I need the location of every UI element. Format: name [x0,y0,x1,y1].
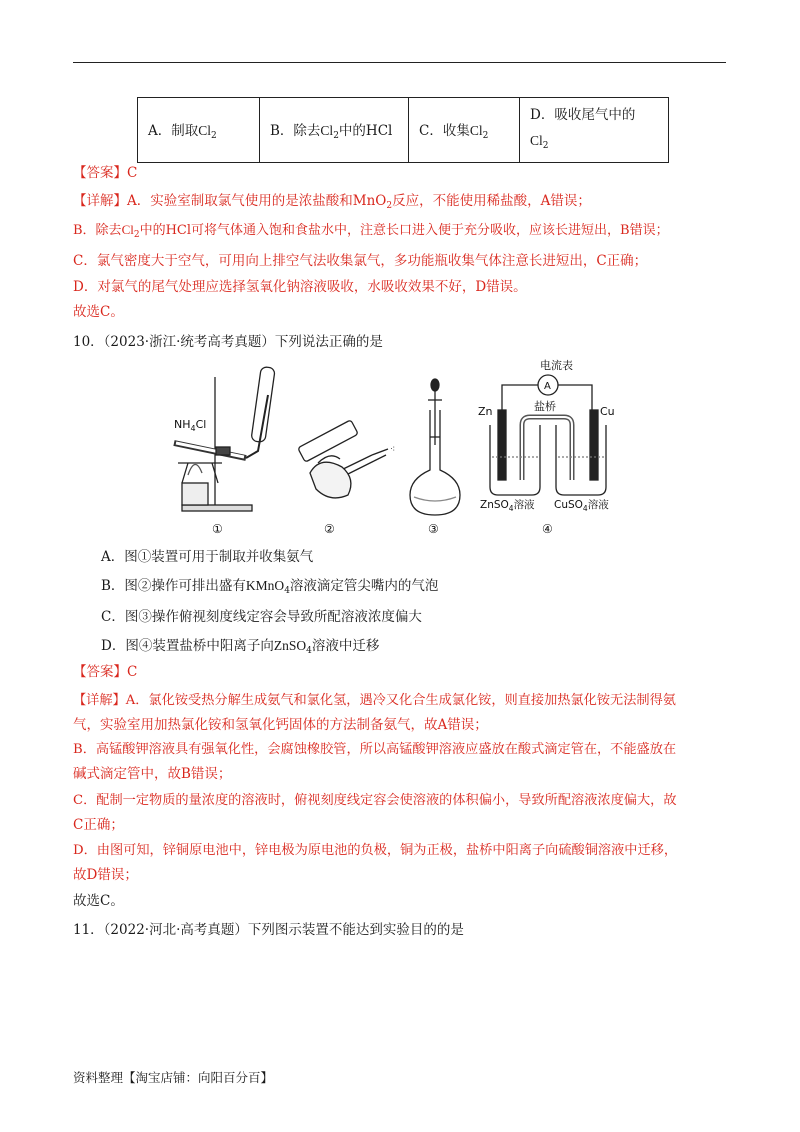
q11-stem: 11．（2022·河北·高考真题）下列图示装置不能达到实验目的的是 [73,922,464,938]
figure-label-1: ① [212,522,223,536]
q10-conclusion: 故选C。 [73,893,124,909]
zn-label: Zn [478,405,493,418]
znso4-label: ZnSO$_4$溶液 [480,499,535,513]
header-rule [73,62,726,63]
option-d-cell: D．吸收尾气中的 $Cl_2$ [520,98,669,163]
q10-detail-c2: C正确； [73,817,124,833]
q9-detail-a: 【详解】A．实验室制取氯气使用的是浓盐酸和MnO$_2$反应，不能使用稀盐酸，A错误； [73,193,591,211]
q10-stem: 10．（2023·浙江·统考高考真题）下列说法正确的是 [73,334,383,350]
figure-label-2: ② [324,522,335,536]
q10-option-d: D．图④装置盐桥中阳离子向ZnSO$_4$溶液中迁移 [101,638,380,656]
q10-detail-a1: 【详解】A．氯化铵受热分解生成氨气和氯化氢，遇冷又化合生成氯化铵，则直接加热氯化铵无法制得氨 [73,693,676,708]
figure-label-4: ④ [542,522,553,536]
q10-detail-a2: 气，实验室用加热氯化铵和氢氧化钙固体的方法制备氨气，故A错误； [73,717,488,733]
nh4cl-label: $NH_4Cl$ [174,418,207,433]
ammeter-symbol: A [544,381,551,392]
q10-detail-d2: 故D错误； [73,867,138,883]
option-c-cell: C．收集$Cl_2$ [409,98,520,163]
q9-detail-d: D．对氯气的尾气处理应选择氢氧化钠溶液吸收，水吸收效果不好，D错误。 [73,279,527,295]
q10-option-c: C．图③操作俯视刻度线定容会导致所配溶液浓度偏大 [101,609,422,625]
ammeter-label: 电流表 [540,359,573,372]
salt-bridge-label: 盐桥 [534,400,556,413]
svg-text:⁖: ⁖ [390,445,396,455]
figure-3-apparatus [410,379,460,515]
q9-detail-b: B．除去$Cl_2$中的HCl可将气体通入饱和食盐水中，注意长口进入便于充分吸收，应该长进短出，B错误； [73,222,669,240]
q9-detail-c: C．氯气密度大于空气，可用向上排空气法收集氯气，多功能瓶收集气体注意长进短出，C正确； [73,253,648,269]
q10-detail-d1: D．由图可知，锌铜原电池中，锌电极为原电池的负极，铜为正极，盐桥中阳离子向硫酸铜溶液中迁移， [73,843,678,858]
cu-label: Cu [600,405,615,418]
q10-option-a: A．图①装置可用于制取并收集氨气 [101,549,314,565]
q10-option-b: B．图②操作可排出盛有KMnO$_4$溶液滴定管尖嘴内的气泡 [101,578,439,596]
q10-figure [160,355,650,540]
cuso4-label: CuSO$_4$溶液 [554,499,609,513]
option-a-cell: A．制取$Cl_2$ [138,98,260,163]
q10-detail-c1: C．配制一定物质的量浓度的溶液时，俯视刻度线定容会使溶液的体积偏小，导致所配溶液浓度偏大，故 [73,793,677,808]
figure-label-3: ③ [428,522,439,536]
q9-answer: 【答案】C [73,165,138,181]
figure-2-apparatus [298,420,396,498]
option-b-cell: B．除去$Cl_2$中的HCl [260,98,409,163]
q10-detail-b1: B．高锰酸钾溶液具有强氧化性，会腐蚀橡胶管，所以高锰酸钾溶液应盛放在酸式滴定管在，不能盛放在 [73,742,677,757]
options-table [137,97,669,163]
q9-conclusion: 故选C。 [73,304,124,320]
q10-detail-b2: 碱式滴定管中，故B错误； [73,766,232,782]
q10-answer: 【答案】C [73,664,138,680]
figure-1-apparatus [174,366,275,511]
footer-source: 资料整理【淘宝店铺：向阳百分百】 [73,1070,274,1085]
figure-4-apparatus [490,375,606,495]
